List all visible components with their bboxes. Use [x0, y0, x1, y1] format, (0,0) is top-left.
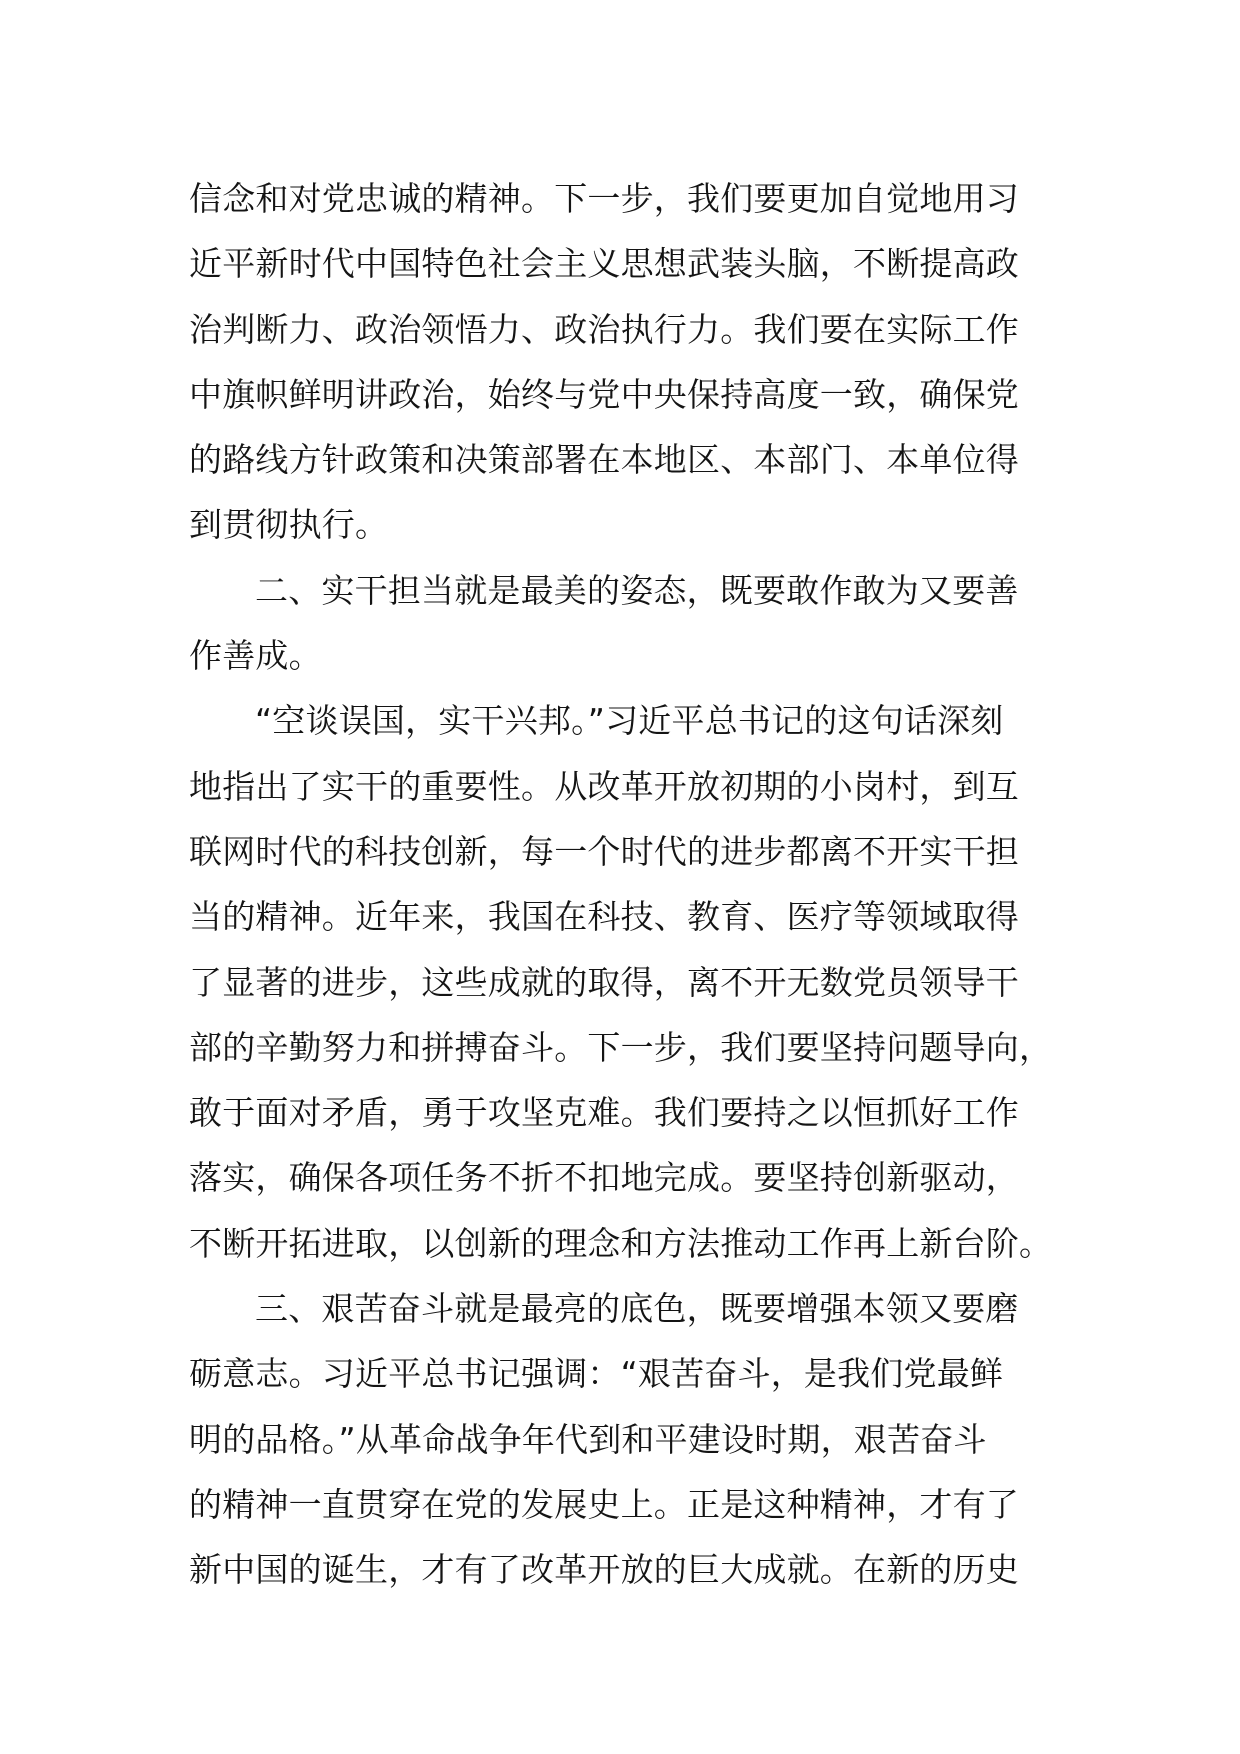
- text-line: 地指出了实干的重要性。从改革开放初期的小岗村，到互: [189, 766, 1019, 806]
- text-line: 近平新时代中国特色社会主义思想武装头脑，不断提高政: [189, 244, 1019, 284]
- text-line: 明的品格。”从革命战争年代到和平建设时期，艰苦奋斗: [189, 1419, 987, 1459]
- section-heading-2: 二、实干担当就是最美的姿态，既要敢作敢为又要善: [255, 570, 1019, 610]
- document-body: [189, 166, 1069, 1603]
- text-line: 新中国的诞生，才有了改革开放的巨大成就。在新的历史: [189, 1550, 1019, 1590]
- text-line: 作善成。: [189, 636, 322, 676]
- text-line: 的路线方针政策和决策部署在本地区、本部门、本单位得: [189, 440, 1019, 480]
- section-heading-3: 三、艰苦奋斗就是最亮的底色，既要增强本领又要磨: [255, 1289, 1019, 1329]
- text-line: 当的精神。近年来，我国在科技、教育、医疗等领域取得: [189, 897, 1019, 937]
- text-line: 部的辛勤努力和拼搏奋斗。下一步，我们要坚持问题导向，: [189, 1027, 1053, 1067]
- text-line: 敢于面对矛盾，勇于攻坚克难。我们要持之以恒抓好工作: [189, 1093, 1019, 1133]
- text-line: 中旗帜鲜明讲政治，始终与党中央保持高度一致，确保党: [189, 374, 1019, 414]
- text-line: 砺意志。习近平总书记强调：“艰苦奋斗，是我们党最鲜: [189, 1354, 1004, 1394]
- text-line: 了显著的进步，这些成就的取得，离不开无数党员领导干: [189, 962, 1019, 1002]
- text-line: 不断开拓进取，以创新的理念和方法推动工作再上新台阶。: [189, 1223, 1053, 1263]
- text-line: 到贯彻执行。: [189, 505, 389, 545]
- text-line: 联网时代的科技创新，每一个时代的进步都离不开实干担: [189, 831, 1019, 871]
- text-line: 落实，确保各项任务不折不扣地完成。要坚持创新驱动，: [189, 1158, 1019, 1198]
- text-line: 信念和对党忠诚的精神。下一步，我们要更加自觉地用习: [189, 179, 1019, 218]
- text-line: 治判断力、政治领悟力、政治执行力。我们要在实际工作: [189, 309, 1019, 349]
- paragraph-start: “空谈误国，实干兴邦。”习近平总书记的这句话深刻: [255, 701, 1004, 741]
- text-line: 的精神一直贯穿在党的发展史上。正是这种精神，才有了: [189, 1484, 1019, 1524]
